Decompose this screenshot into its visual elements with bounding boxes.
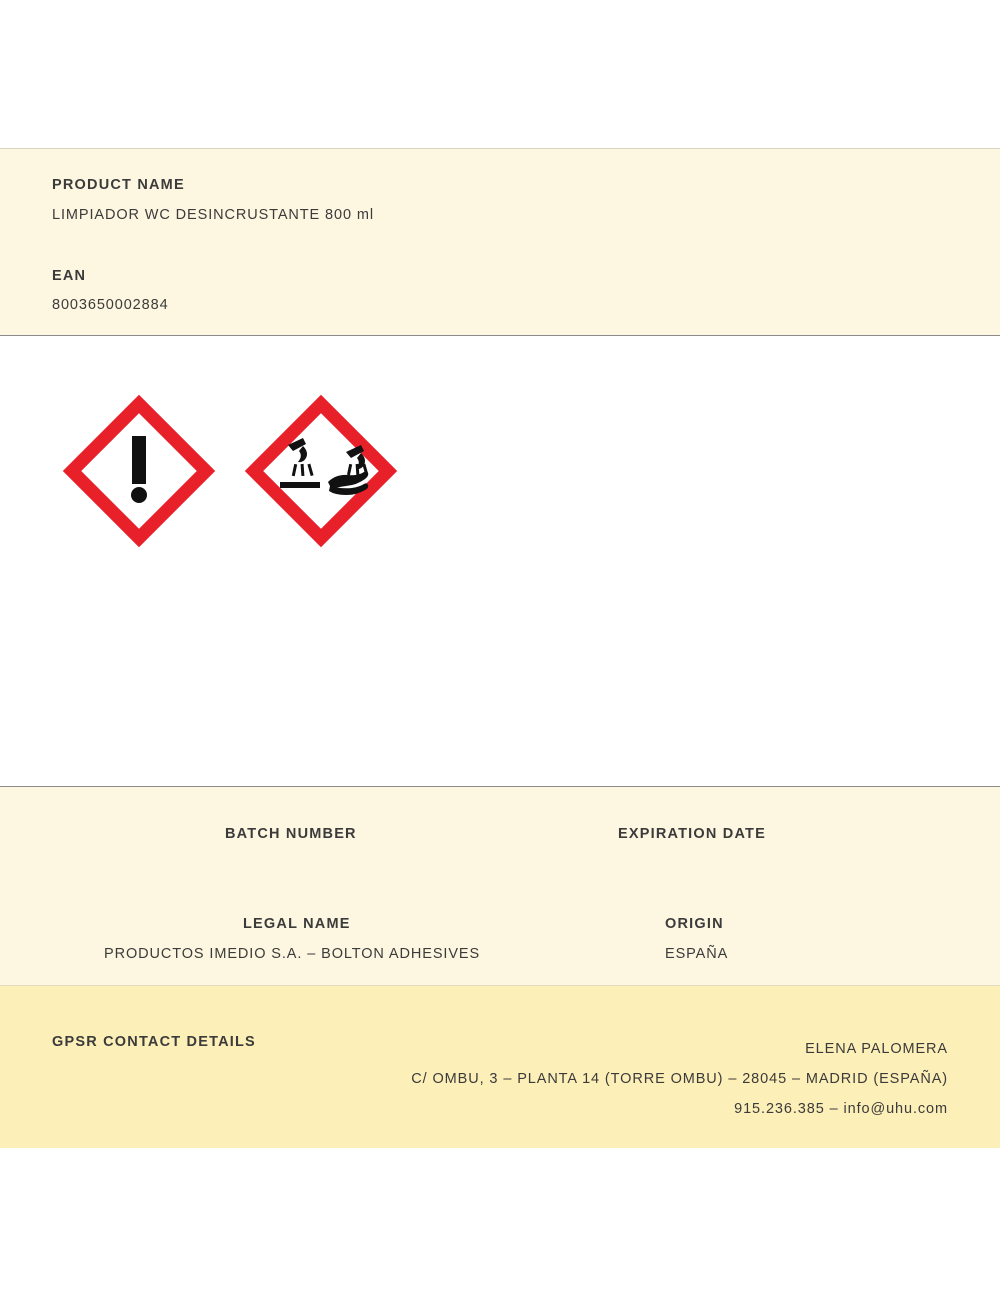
- product-name-label: PRODUCT NAME: [52, 177, 185, 193]
- batch-legal-band: [0, 786, 1000, 986]
- expiration-date-label: EXPIRATION DATE: [618, 826, 766, 842]
- legal-name-value: PRODUCTOS IMEDIO S.A. – BOLTON ADHESIVES: [104, 946, 481, 962]
- gpsr-contact-label: GPSR CONTACT DETAILS: [52, 1034, 256, 1050]
- gpsr-contact-person: ELENA PALOMERA: [805, 1041, 948, 1057]
- hazard-pictogram-area: [0, 336, 1000, 786]
- gpsr-contact-band: [0, 986, 1000, 1148]
- ghs07-exclamation-mark-icon: [62, 394, 216, 548]
- ean-label: EAN: [52, 268, 87, 284]
- batch-number-label: BATCH NUMBER: [225, 826, 357, 842]
- ghs05-corrosion-icon: [244, 394, 398, 548]
- product-identification-band: [0, 148, 1000, 336]
- legal-name-label: LEGAL NAME: [243, 916, 351, 932]
- hazard-pictogram-row: [62, 394, 398, 548]
- origin-value: ESPAÑA: [665, 946, 729, 962]
- gpsr-contact-lines: [411, 1034, 948, 1124]
- gpsr-contact-address: C/ OMBU, 3 – PLANTA 14 (TORRE OMBU) – 28045 – MADRID (ESPAÑA): [411, 1071, 948, 1087]
- gpsr-contact-phone-email: 915.236.385 – info@uhu.com: [734, 1101, 948, 1117]
- product-name-value: LIMPIADOR WC DESINCRUSTANTE 800 ml: [52, 207, 374, 223]
- origin-label: ORIGIN: [665, 916, 724, 932]
- ean-value: 8003650002884: [52, 297, 169, 313]
